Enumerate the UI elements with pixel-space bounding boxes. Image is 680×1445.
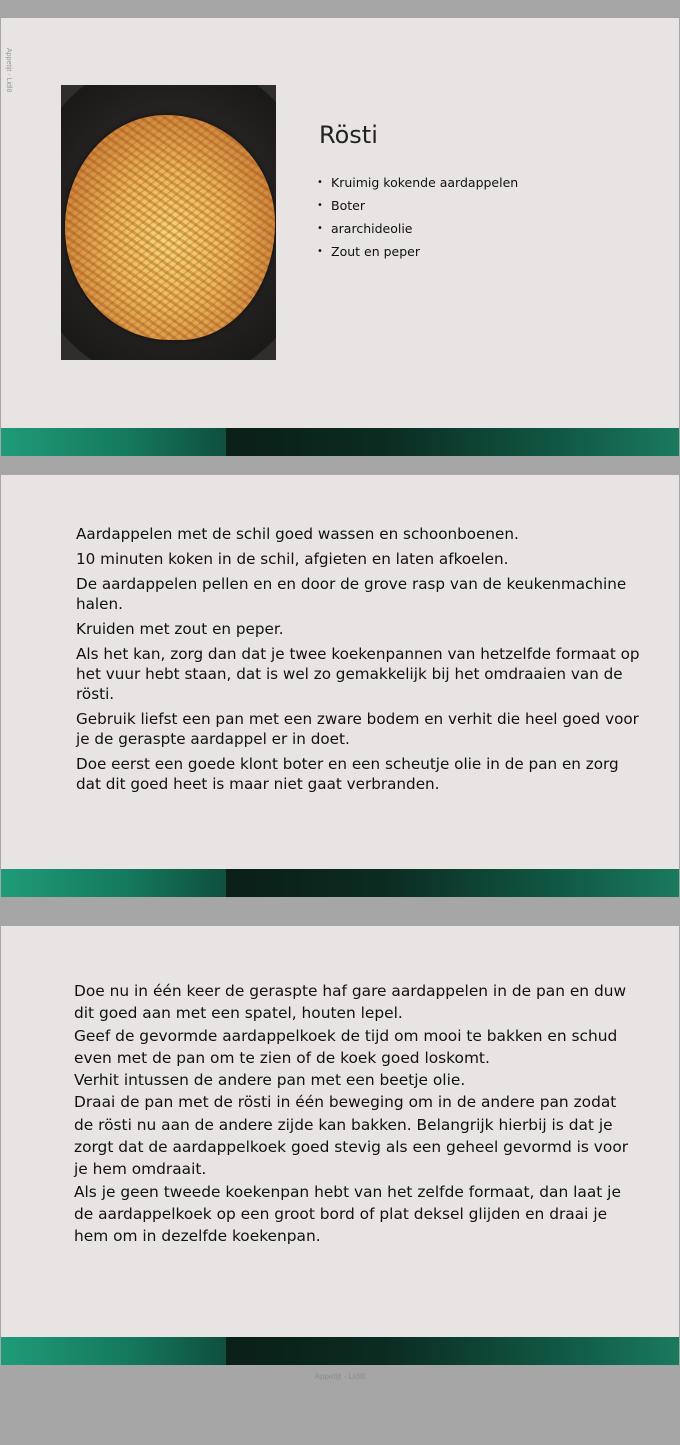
instruction-paragraph: 10 minuten koken in de schil, afgieten en laten afkoelen. [76, 550, 509, 568]
ingredient-label: ararchideolie [331, 221, 413, 236]
instruction-paragraph: Draai de pan met de rösti in één beweging om in de andere pan zodat de rösti nu aan de andere zijde kan bakken. Belangrijk hierbij is dat je zorgt dat de aardappelkoek goed stevig als een geheel gevormd is voor je hem omdraait. [74, 1093, 629, 1179]
ingredient-item [317, 171, 518, 194]
rosti-photo [61, 85, 276, 360]
slide-footer-band [1, 869, 679, 897]
band-right-segment [226, 428, 679, 456]
side-caption: Appetijt - Lidl8 [5, 48, 12, 93]
slide-footer-band [1, 1337, 679, 1365]
instruction-paragraph: Kruiden met zout en peper. [76, 620, 284, 638]
instruction-paragraph: Verhit intussen de andere pan met een beetje olie. [74, 1071, 466, 1090]
slide-title: Rösti [319, 121, 378, 149]
slide-1[interactable] [1, 18, 679, 456]
ingredients-list [317, 171, 518, 263]
slide-body-text [74, 980, 634, 1248]
ingredient-item [317, 217, 518, 240]
ingredient-item [317, 194, 518, 217]
instruction-paragraph: Doe eerst een goede klont boter en een scheutje olie in de pan en zorg dat dit goed heet is maar niet gaat verbranden. [76, 755, 619, 793]
ingredient-item [317, 240, 518, 263]
slide-2[interactable] [1, 475, 679, 897]
instruction-paragraph: Als je geen tweede koekenpan hebt van het zelfde formaat, dan laat je de aardappelkoek op een groot bord of plat deksel glijden en draai je hem om in dezelfde koekenpan. [74, 1182, 621, 1246]
slide-3[interactable] [1, 926, 679, 1365]
instruction-paragraph: De aardappelen pellen en en door de grove rasp van de keukenmachine halen. [76, 575, 627, 613]
instruction-paragraph: Doe nu in één keer de geraspte haf gare aardappelen in de pan en duw dit goed aan met een spatel, houten lepel. [74, 982, 627, 1023]
bullet-icon: • [317, 200, 323, 211]
band-right-segment [226, 1337, 679, 1365]
slide-footer-band [1, 428, 679, 456]
bullet-icon: • [317, 246, 323, 257]
band-right-segment [226, 869, 679, 897]
instruction-paragraph: Gebruik liefst een pan met een zware bodem en verhit die heel goed voor je de geraspte aardappel er in doet. [76, 710, 639, 748]
rosti-image [65, 115, 275, 340]
band-left-segment [1, 1337, 226, 1365]
footer-caption: Appetijt - Lidl8 [314, 1372, 366, 1381]
ingredient-label: Kruimig kokende aardappelen [331, 175, 519, 190]
bullet-icon: • [317, 223, 323, 234]
band-left-segment [1, 869, 226, 897]
instruction-paragraph: Aardappelen met de schil goed wassen en schoonboenen. [76, 525, 519, 543]
ingredient-label: Boter [331, 198, 365, 213]
instruction-paragraph: Als het kan, zorg dan dat je twee koekenpannen van hetzelfde formaat op het vuur hebt staan, dat is wel zo gemakkelijk bij het omdraaien van de rösti. [76, 645, 640, 703]
band-left-segment [1, 428, 226, 456]
bullet-icon: • [317, 177, 323, 188]
instruction-paragraph: Geef de gevormde aardappelkoek de tijd om mooi te bakken en schud even met de pan om te zien of de koek goed loskomt. [74, 1026, 618, 1067]
ingredient-label: Zout en peper [331, 244, 420, 259]
slide-body-text [76, 524, 646, 799]
